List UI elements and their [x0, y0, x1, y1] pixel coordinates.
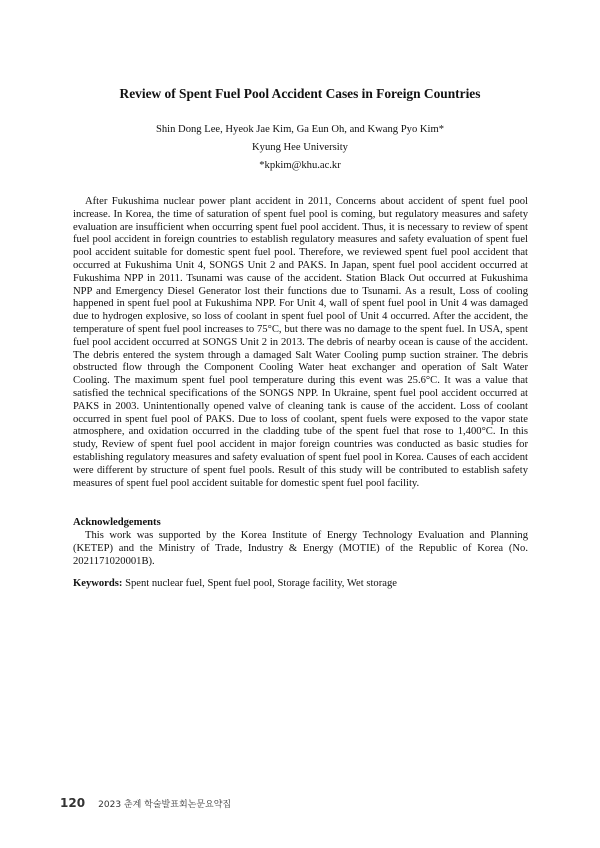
keywords-text: Spent nuclear fuel, Spent fuel pool, Storage facility, Wet storage [122, 578, 397, 589]
abstract-body: After Fukushima nuclear power plant accident in 2011, Concerns about accident of spent fuel pool increase. In Korea, the time of saturation of spent fuel pool is coming, but regulatory measures and safety evaluation are insufficient when occurring spent fuel pool accident. Thus, it is necessary to review of spent fuel pool accident in foreign countries to establish regulatory measures and safety evaluation of spent fuel pool accident suitable for domestic spent fuel pool. Therefore, we reviewed spent fuel pool accident that occurred at Fukushima Unit 4, SONGS Unit 2 and PAKS. In Japan, spent fuel pool accident occurred at Fukushima NPP in 2011. Tsunami was cause of the accident. Station Black Out occurred at Fukushima NPP and Emergency Diesel Generator lost their functions due to Tsunami. As a result, Loss of cooling happened in spent fuel pool at Fukushima NPP. For Unit 4, wall of spent fuel pool in Unit 4 was damaged due to hydrogen explosive, so loss of coolant in spent fuel pool of Unit 4 occurred. After the accident, the temperature of spent fuel pool increases to 75°C, but there was no damage to the spent fuel. In USA, spent fuel pool accident occurred at SONGS Unit 2 in 2013. The debris of nearby ocean is cause of the accident. The debris entered the system through a damaged Salt Water Cooling pump suction strainer. The debris obstructed flow through the Component Cooling Water heat exchanger and operation of Salt Water Cooling. The maximum spent fuel pool temperature during this event was 25.6°C. It was a value that satisfied the technical specifications of the SONGS NPP. In Ukraine, spent fuel pool accident occurred at PAKS in 2003. Unintentionally opened valve of cleaning tank is cause of the accident. Loss of coolant occurred in spent fuel pool of PAKS. Due to loss of coolant, spent fuels were exposed to the vapor state atmosphere, and oxidation occurred in the cladding tube of the spent fuel that rose to 1,400°C. In this study, Review of spent fuel pool accident in major foreign countries was conducted as basic studies for establishing regulatory measures and safety evaluation of spent fuel pool in Korea. Causes of each accident were different by structure of spent fuel pools. Result of this study will be contributed to establish safety measures of spent fuel pool accident suitable for domestic spent fuel pool facility. [73, 196, 528, 489]
page-number: 120 [60, 796, 86, 810]
keywords-label: Keywords: [73, 578, 123, 589]
affiliation: Kyung Hee University [252, 142, 348, 153]
acknowledgements-heading: Acknowledgements [73, 517, 161, 528]
contact-email: *kpkim@khu.ac.kr [259, 160, 341, 171]
paper-title: Review of Spent Fuel Pool Accident Cases in Foreign Countries [119, 86, 481, 101]
proceedings-name: 2023 춘계 학술발표회논문요약집 [98, 800, 232, 810]
page-footer [60, 792, 231, 811]
acknowledgements-body: This work was supported by the Korea Institute of Energy Technology Evaluation and Planning (KETEP) and the Ministry of Trade, Industry & Energy (MOTIE) of the Republic of Korea (No. 2021171020001B). [73, 530, 528, 567]
author-list: Shin Dong Lee, Hyeok Jae Kim, Ga Eun Oh, and Kwang Pyo Kim* [155, 124, 445, 135]
keywords-line [73, 578, 528, 589]
